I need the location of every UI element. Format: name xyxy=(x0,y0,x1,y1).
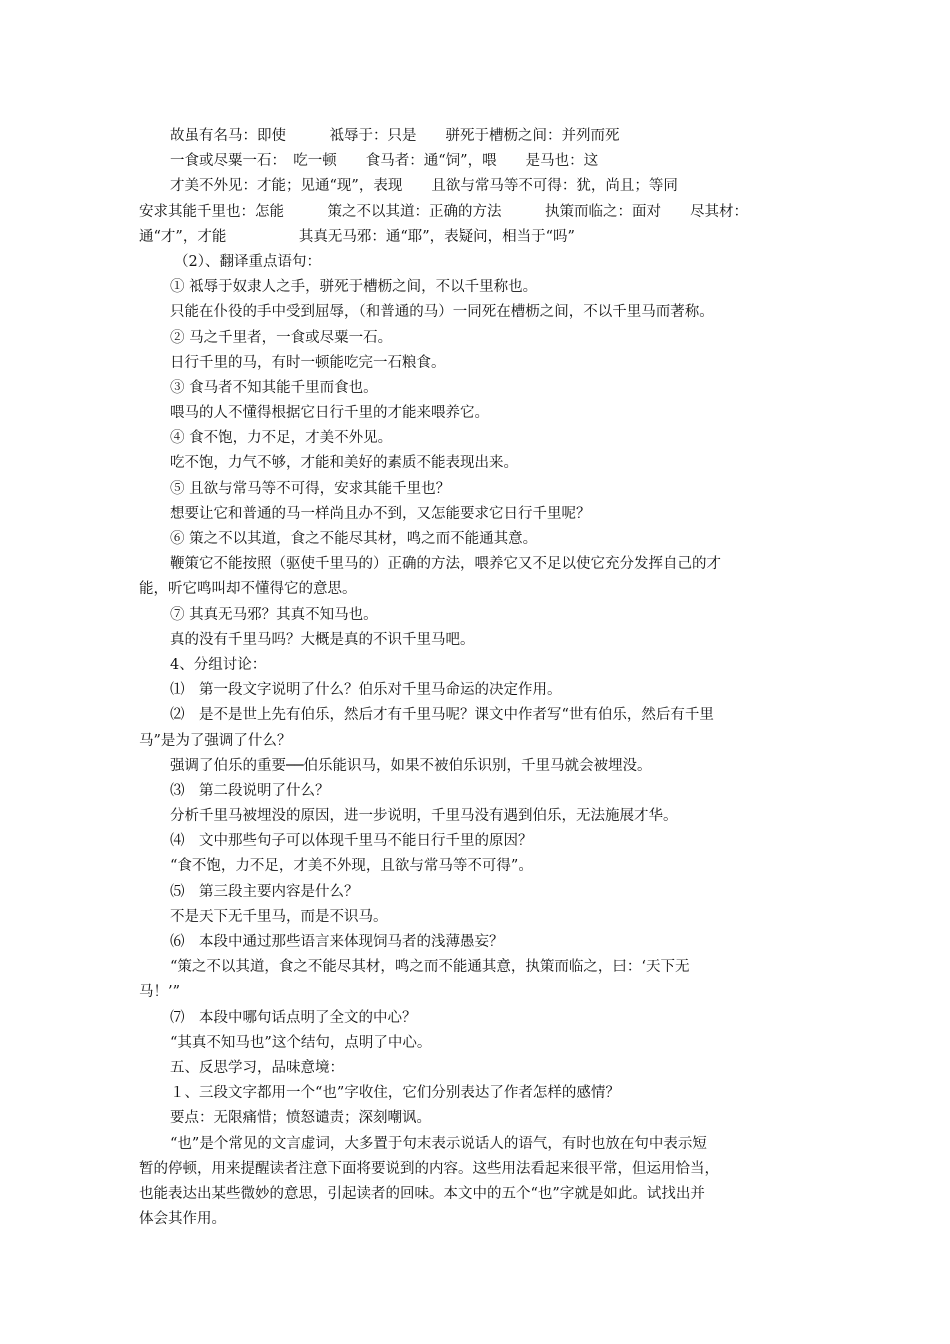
text-line: ⑷ 文中那些句子可以体现千里马不能日行千里的原因？ xyxy=(170,833,533,850)
text-line: ① 祗辱于奴隶人之手，骈死于槽枥之间，不以千里称也。 xyxy=(170,279,538,296)
text-line: ⑶ 第二段说明了什么？ xyxy=(170,782,330,799)
text-line: ② 马之千里者，一食或尽粟一石。 xyxy=(170,329,393,346)
text-line: ⑸ 第三段主要内容是什么？ xyxy=(170,883,359,900)
text-line: ⑦ 其真无马邪？其真不知马也。 xyxy=(170,606,378,623)
text-line: 要点：无限痛惜；愤怒谴责；深刻嘲讽。 xyxy=(170,1110,431,1127)
text-line: ⑥ 策之不以其道，食之不能尽其材，鸣之而不能通其意。 xyxy=(170,531,538,547)
text-line: ⑵ 是不是世上先有伯乐，然后才有千里马呢？课文中作者写“世有伯乐，然后有千里 xyxy=(170,707,714,724)
text-line: ⑴ 第一段文字说明了什么？伯乐对千里马命运的决定作用。 xyxy=(170,682,562,699)
text-line: 安求其能千里也：怎能 策之不以其道：正确的方法 执策而临之：面对 尽其材： xyxy=(139,203,748,220)
text-line: 暂的停顿，用来提醒读者注意下面将要说到的内容。这些用法看起来很平常，但运用恰当， xyxy=(139,1160,719,1177)
text-line: 想要让它和普通的马一样尚且办不到，又怎能要求它日行千里呢？ xyxy=(170,505,591,522)
text-line: 马”是为了强调了什么？ xyxy=(139,732,292,749)
text-line: 不是天下无千里马，而是不识马。 xyxy=(170,908,388,925)
text-line: 真的没有千里马吗？大概是真的不识千里马吧。 xyxy=(170,631,475,648)
text-line: ④ 食不饱，力不足，才美不外见。 xyxy=(170,430,393,447)
text-line: ⑺ 本段中哪句话点明了全文的中心？ xyxy=(170,1009,417,1026)
text-line: 也能表达出某些微妙的意思，引起读者的回味。本文中的五个“也”字就是如此。试找出并 xyxy=(139,1185,705,1202)
text-line: 吃不饱，力气不够，才能和美好的素质不能表现出来。 xyxy=(170,455,518,472)
text-line: 强调了伯乐的重要──伯乐能识马，如果不被伯乐识别，千里马就会被埋没。 xyxy=(170,757,652,774)
text-line: 才美不外见：才能；见通“现”，表现 且欲与常马等不可得：犹，尚且；等同 xyxy=(170,178,678,195)
text-line: ⑤ 且欲与常马等不可得，安求其能千里也？ xyxy=(170,480,451,497)
text-line: 通“才”，才能 其真无马邪：通“耶”，表疑问，相当于“吗” xyxy=(139,228,575,245)
text-line: 鞭策它不能按照（驱使千里马的）正确的方法，喂养它又不足以使它充分发挥自己的才 xyxy=(170,556,721,573)
text-line: 喂马的人不懂得根据它日行千里的才能来喂养它。 xyxy=(170,405,489,422)
text-line: 只能在仆役的手中受到屈辱，（和普通的马）一同死在槽枥之间，不以千里马而著称。 xyxy=(170,304,714,321)
text-line: 能，听它鸣叫却不懂得它的意思。 xyxy=(139,581,357,598)
text-line: ③ 食马者不知其能千里而食也。 xyxy=(170,379,378,396)
text-line: 日行千里的马，有时一顿能吃完一石粮食。 xyxy=(170,354,446,371)
text-line: １、三段文字都用一个“也”字收住，它们分别表达了作者怎样的感情？ xyxy=(170,1085,620,1102)
section-heading: 五、反思学习，品味意境： xyxy=(170,1059,344,1076)
text-line: “其真不知马也”这个结句，点明了中心。 xyxy=(170,1034,432,1051)
text-line: 体会其作用。 xyxy=(139,1211,226,1228)
text-line: ⑹ 本段中通过那些语言来体现饲马者的浅薄愚妄？ xyxy=(170,934,504,950)
text-line: “食不饱，力不足，才美不外现，且欲与常马等不可得”。 xyxy=(170,858,533,875)
text-line: 马！’” xyxy=(139,984,181,1001)
text-line: “策之不以其道，食之不能尽其材，鸣之而不能通其意，执策而临之，曰：‘天下无 xyxy=(170,959,690,976)
text-line: “也”是个常见的文言虚词，大多置于句末表示说话人的语气，有时也放在句中表示短 xyxy=(170,1135,707,1152)
text-line: 故虽有名马：即使 祗辱于：只是 骈死于槽枥之间：并列而死 xyxy=(170,128,620,144)
text-line: 分析千里马被埋没的原因，进一步说明，千里马没有遇到伯乐，无法施展才华。 xyxy=(170,808,678,825)
document-body xyxy=(139,124,821,1232)
text-line: 一食或尽粟一石： 吃一顿 食马者：通“饲”，喂 是马也：这 xyxy=(170,153,599,170)
section-heading: （2）、翻译重点语句： xyxy=(174,253,321,270)
section-heading: 4、分组讨论： xyxy=(170,656,267,673)
